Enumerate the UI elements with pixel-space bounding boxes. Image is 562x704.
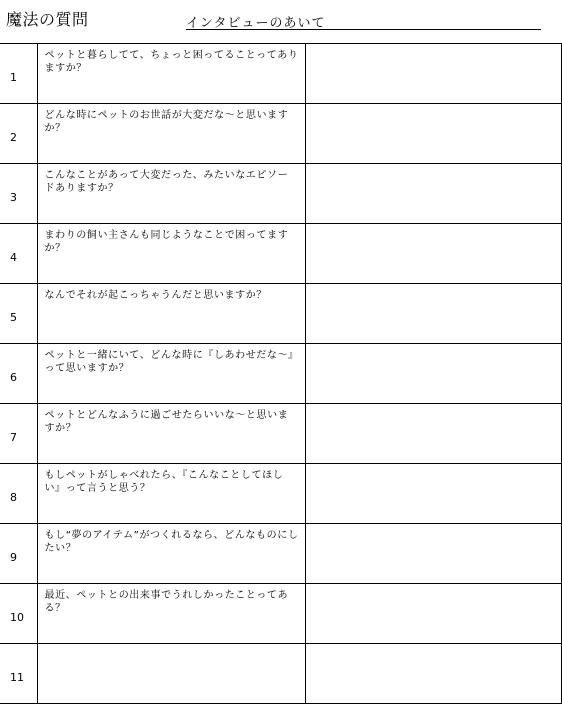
row-number-cell <box>0 524 37 584</box>
answer-cell[interactable] <box>305 524 562 584</box>
row-number: 9 <box>10 551 17 564</box>
question-cell <box>37 224 305 284</box>
row-number: 4 <box>10 251 17 264</box>
table-row <box>0 284 562 344</box>
question-text: ペットとどんなふうに過ごせたらいいな〜と思いますか？ <box>44 410 289 434</box>
answer-cell[interactable] <box>305 164 562 224</box>
question-cell <box>37 344 305 404</box>
question-text: ペットと一緒にいて、どんな時に『しあわせだな〜』って思いますか？ <box>44 350 294 374</box>
question-cell <box>37 584 305 644</box>
answer-cell[interactable] <box>305 344 562 404</box>
answer-cell[interactable] <box>305 584 562 644</box>
row-number: 2 <box>10 131 17 144</box>
question-cell <box>37 524 305 584</box>
question-text: なんでそれが起こっちゃうんだと思いますか？ <box>44 290 267 301</box>
row-number: 7 <box>10 431 17 444</box>
question-cell <box>37 44 305 104</box>
answer-cell[interactable] <box>305 644 562 704</box>
answer-cell[interactable] <box>305 404 562 464</box>
table-row <box>0 644 562 704</box>
question-table <box>0 44 562 704</box>
answer-cell[interactable] <box>305 284 562 344</box>
question-cell <box>37 164 305 224</box>
row-number: 5 <box>10 311 17 324</box>
question-cell <box>37 644 305 704</box>
table-row <box>0 524 562 584</box>
table-row <box>0 104 562 164</box>
row-number-cell <box>0 644 37 704</box>
question-text: もし“夢のアイテム”がつくれるなら、どんなものにしたい？ <box>44 530 299 554</box>
question-cell <box>37 104 305 164</box>
row-number: 6 <box>10 371 17 384</box>
row-number: 11 <box>10 671 24 684</box>
row-number-cell <box>0 284 37 344</box>
question-text: まわりの飼い主さんも同じようなことで困ってますか？ <box>44 230 289 254</box>
table-row <box>0 464 562 524</box>
row-number: 1 <box>10 71 17 84</box>
row-number: 10 <box>10 611 24 624</box>
table-row <box>0 404 562 464</box>
answer-cell[interactable] <box>305 464 562 524</box>
row-number-cell <box>0 584 37 644</box>
row-number-cell <box>0 44 37 104</box>
page-title: 魔法の質問 <box>6 10 89 29</box>
table-row <box>0 164 562 224</box>
row-number-cell <box>0 344 37 404</box>
row-number-cell <box>0 464 37 524</box>
question-text: どんな時にペットのお世話が大変だな〜と思いますか？ <box>44 110 289 134</box>
row-number-cell <box>0 404 37 464</box>
answer-cell[interactable] <box>305 224 562 284</box>
row-number-cell <box>0 104 37 164</box>
question-text: こんなことがあって大変だった、みたいなエピソードありますか？ <box>44 170 289 194</box>
row-number-cell <box>0 164 37 224</box>
question-cell <box>37 284 305 344</box>
row-number: 8 <box>10 491 17 504</box>
table-row <box>0 224 562 284</box>
question-text: 最近、ペットとの出来事でうれしかったことってある？ <box>44 590 289 614</box>
question-cell <box>37 404 305 464</box>
table-row <box>0 584 562 644</box>
interviewee-name-line[interactable] <box>186 29 541 30</box>
question-text: もしペットがしゃべれたら、『こんなことしてほしい』って言うと思う？ <box>44 470 284 494</box>
answer-cell[interactable] <box>305 104 562 164</box>
table-row <box>0 344 562 404</box>
question-cell <box>37 464 305 524</box>
table-row <box>0 44 562 104</box>
question-text: ペットと暮らしてて、ちょっと困ってることってありますか？ <box>44 50 299 74</box>
question-text <box>38 644 305 649</box>
answer-cell[interactable] <box>305 44 562 104</box>
interviewee-label: インタビューのあいて <box>186 16 326 31</box>
row-number-cell <box>0 224 37 284</box>
row-number: 3 <box>10 191 17 204</box>
